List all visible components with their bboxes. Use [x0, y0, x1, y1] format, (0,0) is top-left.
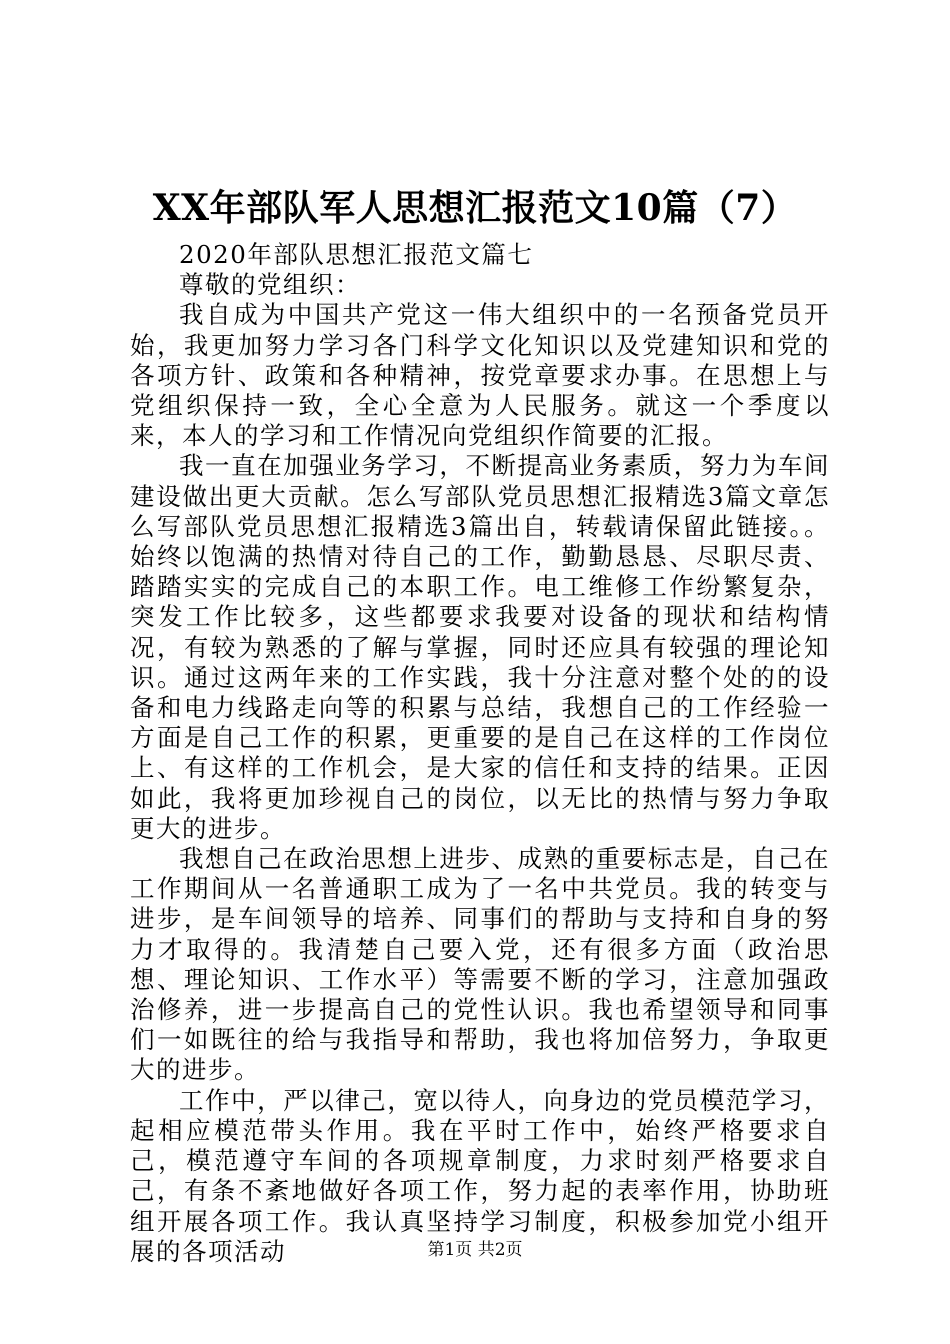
document-title: XX年部队军人思想汇报范文10篇（7）: [152, 187, 798, 229]
document-body: [130, 240, 830, 1267]
paragraph: 我一直在加强业务学习，不断提高业务素质，努力为车间建设做出更大贡献。怎么写部队党员思想汇报精选3篇文章怎么写部队党员思想汇报精选3篇出自，转载请保留此链接。。始终以饱满的热情对待自己的工作，勤勤恳恳、尽职尽责、踏踏实实的完成自己的本职工作。电工维修工作纷繁复杂，突发工作比较多，这些都要求我要对设备的现状和结构情况，有较为熟悉的了解与掌握，同时还应具有较强的理论知识。通过这两年来的工作实践，我十分注意对整个处的的设备和电力线路走向等的积累与总结，我想自己的工作经验一方面是自己工作的积累，更重要的是自己在这样的工作岗位上、有这样的工作机会，是大家的信任和支持的结果。正因如此，我将更加珍视自己的岗位，以无比的热情与努力争取更大的进步。: [130, 451, 830, 843]
paragraph: 工作中，严以律己，宽以待人，向身边的党员模范学习，起相应模范带头作用。我在平时工作中，始终严格要求自己，模范遵守车间的各项规章制度，力求时刻严格要求自己，有条不紊地做好各项工作，努力起的表率作用，协助班组开展各项工作。我认真坚持学习制度，积极参加党小组开展的各项活动: [130, 1085, 830, 1266]
salutation-line: 尊敬的党组织：: [179, 270, 361, 300]
paragraph: 我自成为中国共产党这一伟大组织中的一名预备党员开始，我更加努力学习各门科学文化知识以及党建知识和党的各项方针、政策和各种精神，按党章要求办事。在思想上与党组织保持一致，全心全意为人民服务。就这一个季度以来，本人的学习和工作情况向党组织作简要的汇报。: [130, 300, 830, 451]
paragraph: 我想自己在政治思想上进步、成熟的重要标志是，自己在工作期间从一名普通职工成为了一名中共党员。我的转变与进步，是车间领导的培养、同事们的帮助与支持和自身的努力才取得的。我清楚自己要入党，还有很多方面（政治思想、理论知识、工作水平）等需要不断的学习，注意加强政治修养，进一步提高自己的党性认识。我也希望领导和同事们一如既往的给与我指导和帮助，我也将加倍努力，争取更大的进步。: [130, 844, 830, 1085]
subtitle-line: 2020年部队思想汇报范文篇七: [179, 240, 534, 269]
page-footer: 第1页 共2页: [427, 1240, 523, 1260]
